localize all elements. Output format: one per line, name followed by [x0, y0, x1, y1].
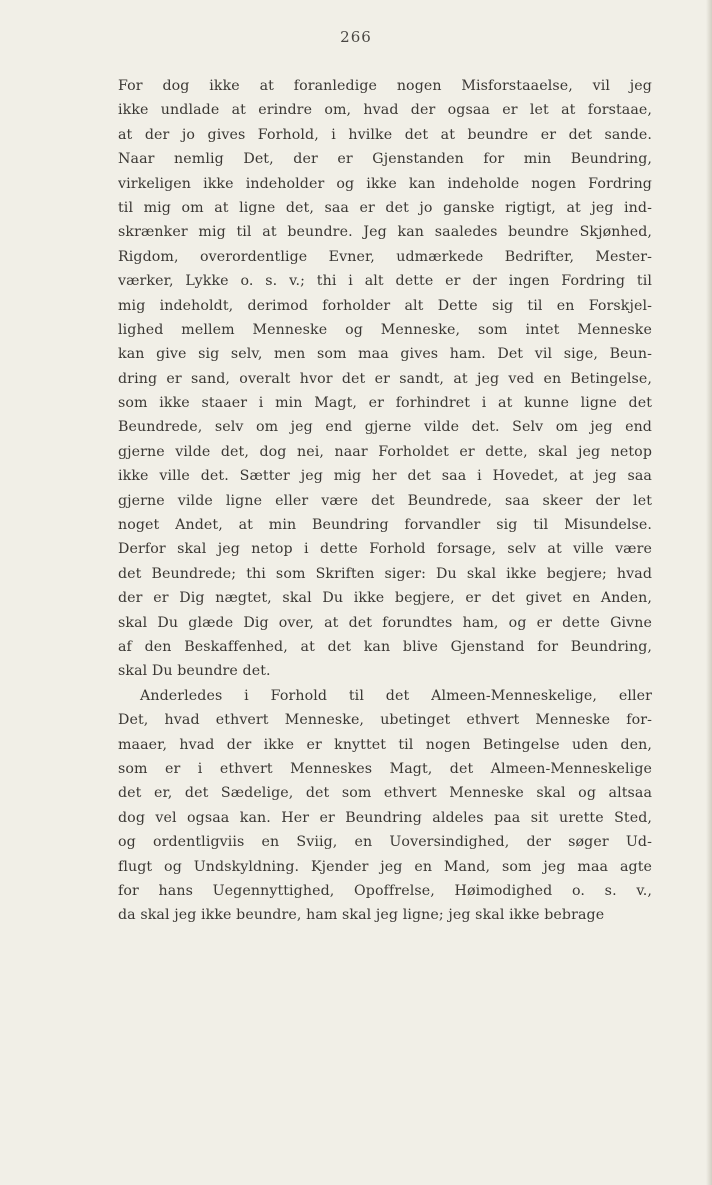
text-line: noget Andet, at min Beundring forvandler sig til Misundelse.	[118, 517, 652, 534]
text-line: skal Du glæde Dig over, at det forundtes ham, og er dette Givne	[118, 614, 652, 631]
text-line: af den Beskaffenhed, at det kan blive Gjenstand for Beundring,	[118, 638, 652, 655]
text-line: skrænker mig til at beundre. Jeg kan saaledes beundre Skjønhed,	[118, 224, 652, 241]
text-line: som er i ethvert Menneskes Magt, det Almeen-Menneskelige	[118, 760, 652, 777]
text-line: at der jo gives Forhold, i hvilke det at beundre er det sande.	[118, 126, 652, 143]
text-line: ikke undlade at erindre om, hvad der ogsaa er let at forstaae,	[118, 102, 652, 119]
text-line: virkeligen ikke indeholder og ikke kan indeholde nogen Fordring	[118, 175, 652, 192]
text-line: dring er sand, overalt hvor det er sandt, at jeg ved en Betingelse,	[118, 370, 652, 387]
text-line: Det, hvad ethvert Menneske, ubetinget ethvert Menneske for-	[118, 712, 652, 729]
paragraph-1	[118, 74, 652, 684]
text-line: gjerne vilde ligne eller være det Beundrede, saa skeer der let	[118, 492, 652, 509]
text-line: lighed mellem Menneske og Menneske, som intet Menneske	[118, 321, 652, 338]
text-line: og ordentligviis en Sviig, en Uoversindighed, der søger Ud-	[118, 834, 652, 851]
text-line: for hans Uegennyttighed, Opoffrelse, Høimodighed o. s. v.,	[118, 882, 652, 899]
paragraph-2	[118, 684, 652, 928]
text-line: det Beundrede; thi som Skriften siger: Du skal ikke begjere; hvad	[118, 565, 652, 582]
text-line: dog vel ogsaa kan. Her er Beundring aldeles paa sit urette Sted,	[118, 809, 652, 826]
page-edge-shadow	[706, 0, 712, 1185]
page-number: 266	[340, 28, 372, 46]
text-line: kan give sig selv, men som maa gives ham. Det vil sige, Beun-	[118, 346, 652, 363]
text-line: mig indeholdt, derimod forholder alt Dette sig til en Forskjel-	[118, 297, 652, 314]
text-line: ikke ville det. Sætter jeg mig her det saa i Hovedet, at jeg saa	[118, 468, 652, 485]
text-line: det er, det Sædelige, det som ethvert Menneske skal og altsaa	[118, 785, 652, 802]
text-line: Beundrede, selv om jeg end gjerne vilde det. Selv om jeg end	[118, 419, 652, 436]
text-line: Naar nemlig Det, der er Gjenstanden for min Beundring,	[118, 151, 652, 168]
text-line: For dog ikke at foranledige nogen Misforstaaelse, vil jeg	[118, 78, 652, 94]
text-line: gjerne vilde det, dog nei, naar Forholdet er dette, skal jeg netop	[118, 443, 652, 460]
text-line: Rigdom, overordentlige Evner, udmærkede Bedrifter, Mester-	[118, 248, 652, 265]
text-line: Derfor skal jeg netop i dette Forhold forsage, selv at ville være	[118, 541, 652, 558]
text-line: til mig om at ligne det, saa er det jo ganske rigtigt, at jeg ind-	[118, 199, 652, 216]
text-line: maaer, hvad der ikke er knyttet til nogen Betingelse uden den,	[118, 736, 652, 753]
body-text	[118, 74, 652, 928]
text-line: skal Du beundre det.	[118, 663, 271, 680]
text-line: der er Dig nægtet, skal Du ikke begjere, er det givet en Anden,	[118, 590, 652, 607]
text-line: da skal jeg ikke beundre, ham skal jeg ligne; jeg skal ikke bebrage	[118, 907, 605, 924]
text-line: flugt og Undskyldning. Kjender jeg en Mand, som jeg maa agte	[118, 858, 652, 875]
text-line: Anderledes i Forhold til det Almeen-Menneskelige, eller	[140, 687, 652, 704]
text-line: værker, Lykke o. s. v.; thi i alt dette er der ingen Fordring til	[118, 273, 652, 290]
text-line: som ikke staaer i min Magt, er forhindret i at kunne ligne det	[118, 395, 652, 412]
